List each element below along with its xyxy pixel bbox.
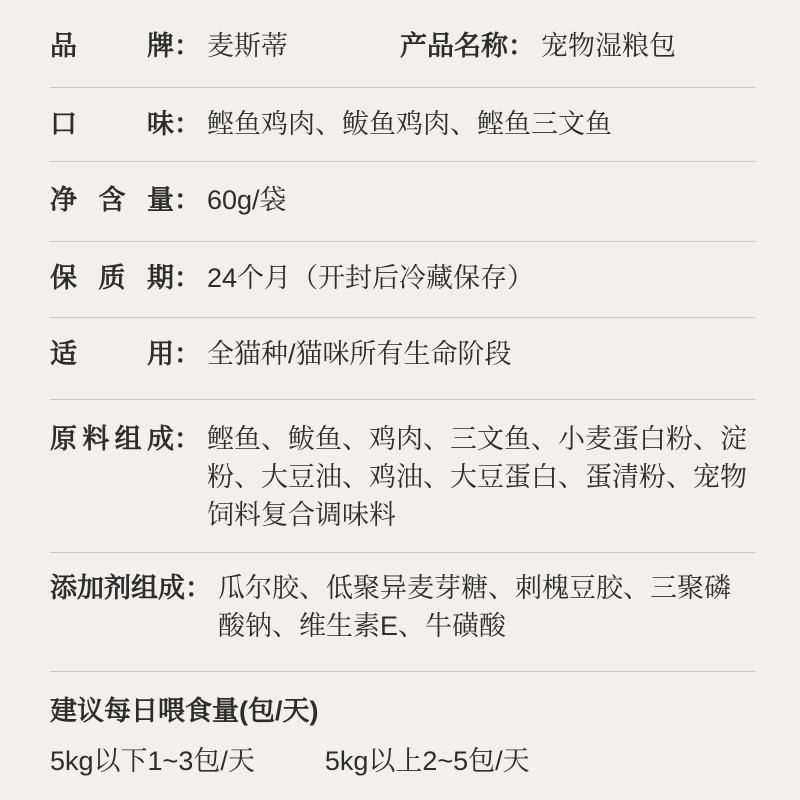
spec-row-ingredients bbox=[50, 400, 755, 553]
spec-row-applicable bbox=[50, 318, 755, 400]
applicable-label: 适用 bbox=[50, 339, 174, 369]
spec-row-shelf-life bbox=[50, 242, 755, 318]
brand-value: 麦斯蒂 bbox=[207, 31, 288, 61]
spec-row-net-weight bbox=[50, 162, 755, 242]
additives-colon: ： bbox=[185, 573, 212, 603]
feeding-amount-over-5kg: 5kg以上2~5包/天 bbox=[324, 746, 530, 776]
flavor-colon: ： bbox=[174, 109, 201, 139]
feeding-guide-title: 建议每日喂食量(包/天) bbox=[50, 696, 319, 726]
ingredients-label: 原料组成 bbox=[50, 424, 174, 454]
feeding-guide-section bbox=[50, 672, 755, 780]
applicable-colon: ： bbox=[174, 339, 201, 369]
net-weight-label: 净含量 bbox=[50, 185, 174, 215]
flavor-value: 鲣鱼鸡肉、鲅鱼鸡肉、鲣鱼三文鱼 bbox=[207, 109, 612, 139]
applicable-value: 全猫种/猫咪所有生命阶段 bbox=[207, 339, 512, 369]
feeding-amount-under-5kg: 5kg以下1~3包/天 bbox=[50, 746, 255, 776]
feeding-guide-row bbox=[50, 742, 755, 780]
net-weight-colon: ： bbox=[174, 185, 201, 215]
product-name-label: 产品名称 bbox=[400, 31, 508, 61]
shelf-life-label: 保质期 bbox=[50, 263, 174, 293]
brand-pair bbox=[50, 27, 288, 65]
shelf-life-value: 24个月（开封后冷藏保存） bbox=[207, 263, 535, 293]
net-weight-value: 60g/袋 bbox=[207, 185, 287, 215]
shelf-life-colon: ： bbox=[174, 263, 201, 293]
product-name-colon: ： bbox=[508, 31, 535, 61]
additives-label: 添加剂组成 bbox=[50, 573, 185, 603]
ingredients-value: 鲣鱼、鲅鱼、鸡肉、三文鱼、小麦蛋白粉、淀粉、大豆油、鸡油、大豆蛋白、蛋清粉、宠物饲料复合调味料 bbox=[207, 424, 747, 530]
ingredients-colon: ： bbox=[174, 424, 201, 454]
brand-label: 品牌 bbox=[50, 31, 174, 61]
spec-row-flavor bbox=[50, 88, 755, 162]
flavor-label: 口味 bbox=[50, 109, 174, 139]
product-name-pair bbox=[400, 27, 676, 65]
additives-value: 瓜尔胶、低聚异麦芽糖、刺槐豆胶、三聚磷酸钠、维生素E、牛磺酸 bbox=[218, 573, 731, 641]
product-name-value: 宠物湿粮包 bbox=[541, 31, 676, 61]
brand-colon: ： bbox=[174, 31, 201, 61]
spec-row-additives bbox=[50, 553, 755, 672]
spec-row-brand bbox=[50, 0, 755, 88]
